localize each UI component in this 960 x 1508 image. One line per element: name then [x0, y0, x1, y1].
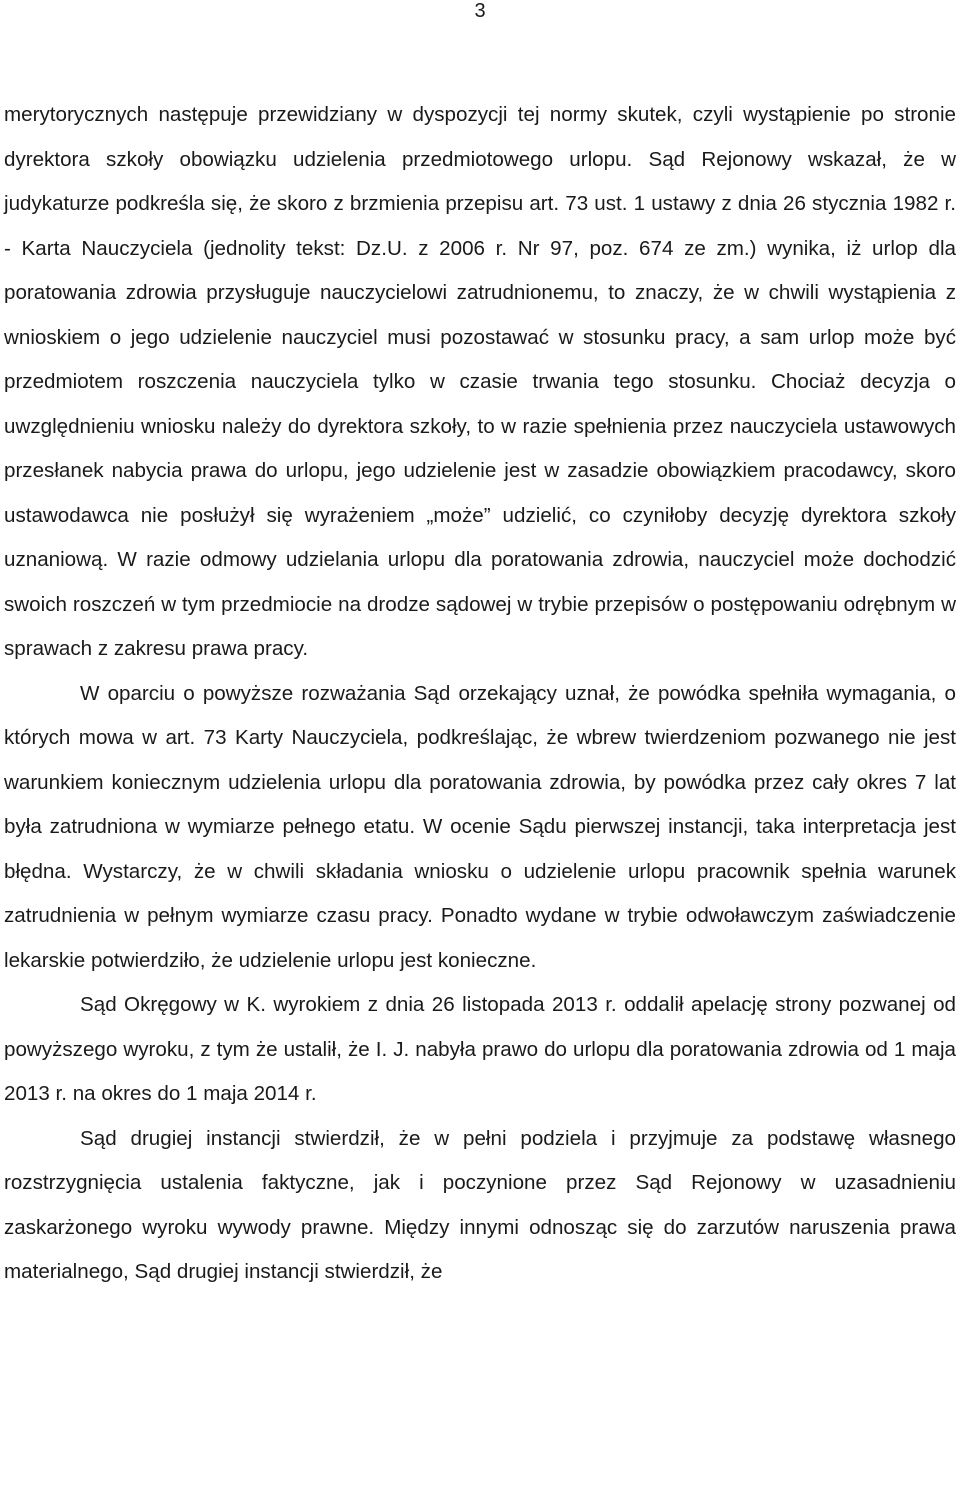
paragraph-2: W oparciu o powyższe rozważania Sąd orzekający uznał, że powódka spełniła wymagania, o których mowa w art. 73 Karty Nauczyciela, podkreślając, że wbrew twierdzeniom pozwanego nie jest warunkiem koniecznym udzielenia urlopu dla poratowania zdrowia, by powódka przez cały okres 7 lat była zatrudniona w wymiarze pełnego etatu. W ocenie Sądu pierwszej instancji, taka interpretacja jest błędna. Wystarczy, że w chwili składania wniosku o udzielenie urlopu pracownik spełnia warunek zatrudnienia w pełnym wymiarze czasu pracy. Ponadto wydane w trybie odwoławczym zaświadczenie lekarskie potwierdziło, że udzielenie urlopu jest konieczne. — [4, 681, 956, 972]
document-body — [4, 93, 956, 1295]
paragraph-1: merytorycznych następuje przewidziany w dyspozycji tej normy skutek, czyli wystąpienie po stronie dyrektora szkoły obowiązku udzielenia przedmiotowego urlopu. Sąd Rejonowy wskazał, że w judykaturze podkreśla się, że skoro z brzmienia przepisu art. 73 ust. 1 ustawy z dnia 26 stycznia 1982 r. - Karta Nauczyciela (jednolity tekst: Dz.U. z 2006 r. Nr 97, poz. 674 ze zm.) wynika, iż urlop dla poratowania zdrowia przysługuje nauczycielowi zatrudnionemu, to znaczy, że w chwili wystąpienia z wnioskiem o jego udzielenie nauczyciel musi pozostawać w stosunku pracy, a sam urlop może być przedmiotem roszczenia nauczyciela tylko w czasie trwania tego stosunku. Chociaż decyzja o uwzględnieniu wniosku należy do dyrektora szkoły, to w razie spełnienia przez nauczyciela ustawowych przesłanek nabycia prawa do urlopu, jego udzielenie jest w zasadzie obowiązkiem pracodawcy, skoro ustawodawca nie posłużył się wyrażeniem „może” udzielić, co czyniłoby decyzję dyrektora szkoły uznaniową. W razie odmowy udzielania urlopu dla poratowania zdrowia, nauczyciel może dochodzić swoich roszczeń w tym przedmiocie na drodze sądowej w trybie przepisów o postępowaniu odrębnym w sprawach z zakresu prawa pracy. — [4, 103, 956, 660]
paragraph-4: Sąd drugiej instancji stwierdził, że w pełni podziela i przyjmuje za podstawę własnego rozstrzygnięcia ustalenia faktyczne, jak i poczynione przez Sąd Rejonowy w uzasadnieniu zaskarżonego wyroku wywody prawne. Między innymi odnosząc się do zarzutów naruszenia prawa materialnego, Sąd drugiej instancji stwierdził, że — [4, 1126, 956, 1283]
page-number: 3 — [474, 0, 486, 22]
paragraph-3: Sąd Okręgowy w K. wyrokiem z dnia 26 listopada 2013 r. oddalił apelację strony pozwanej od powyższego wyroku, z tym że ustalił, że I. J. nabyła prawo do urlopu dla poratowania zdrowia od 1 maja 2013 r. na okres do 1 maja 2014 r. — [4, 993, 956, 1105]
